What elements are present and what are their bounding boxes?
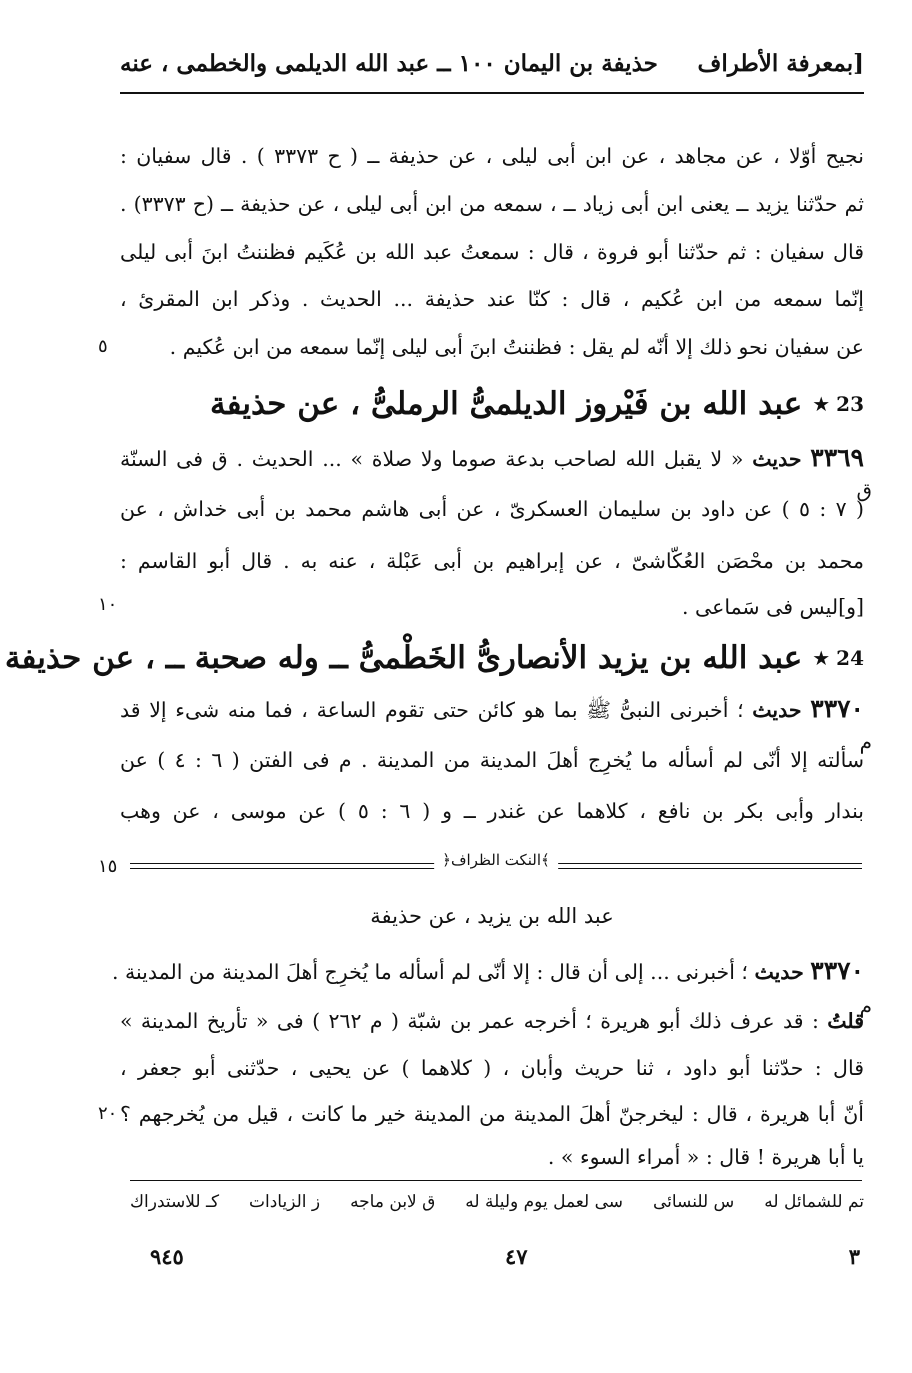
section-number: 23 [836,392,864,416]
hadith-text: « لا يقبل الله لصاحب بدعة صوما ولا صلاة » ... الحديث . ق فى السنّة [120,447,744,471]
qult-label: قلتُ [827,1009,864,1033]
section-title: عبد الله بن فَيْروز الديلمىُّ الرملىُّ ، عن حذيفة [210,386,803,422]
hadith-number: ٣٣٧٠ [810,956,864,985]
hadith-3370-line-2: سألته إلا أنّى لم أسأله ما يُخرِج أهلَ المدينة من المدينة . م فى الفتن ( ٦ : ٤ ) عن [120,748,864,772]
footer-rule [130,1180,862,1181]
margin-siglum-m: م [859,994,872,1018]
hadith-label: حديث [752,698,802,722]
hadith-text: ؛ أخبرنى النبىُّ ﷺ بما هو كائن حتى تقوم الساعة ، فما منه شىء إلا قد [120,698,744,722]
header-book-title: بمعرفة الأطراف] [697,49,864,77]
nukat-line-1 [111,956,864,987]
hadith-3369-line-3: محمد بن محْصَن العُكّاشىّ ، عن إبراهيم بن أبى عَبْلة ، عنه به . قال أبو القاسم : [120,549,864,573]
nukat-line-4: أنّ أبا هريرة ، قال : ليخرجنّ أهلَ المدينة من المدينة خير ما كانت ، قيل من يُخرجهم ؟ [120,1102,864,1126]
body-line-3: قال سفيان : ثم حدّثنا أبو فروة ، قال : سمعتُ عبد الله بن عُكَيم فظننتُ ابنَ أبى ليلى [120,240,864,264]
section-number: 24 [836,646,864,670]
section-heading-23 [120,382,864,426]
nukat-line-2 [120,1006,864,1036]
hadith-3369-line-2: ( ٧ : ٥ ) عن داود بن سليمان العسكرىّ ، عن أبى هاشم محمد بن أبى خداش ، عن [120,497,864,521]
abbrev-item: كـ للاستدراك [130,1192,220,1212]
nukat-line-5: يا أبا هريرة ! قال : « أمراء السوء » . [547,1145,864,1169]
margin-siglum-q: ق [856,478,872,502]
hadith-number: ٣٣٧٠ [810,694,864,723]
section-title: عبد الله بن يزيد الأنصارىُّ الخَطْمىُّ ــ وله صحبة ــ ، عن حذيفة [4,640,803,676]
abbreviation-key [130,1192,864,1212]
header-rule [120,92,864,94]
separator-label: ﴿النكت الظراف﴾ [434,851,558,869]
body-line-1: نجيح أوّلا ، عن مجاهد ، عن ابن أبى ليلى ، عن حذيفة ــ ( ح ٣٣٧٣ ) . قال سفيان : [120,144,864,168]
hadith-3370-line-3: بندار وأبى بكر بن نافع ، كلاهما عن غندر ــ و ( ٦ : ٥ ) عن موسى ، عن وهب [120,799,864,823]
section-separator [130,851,862,876]
nukat-line-3: قال : حدّثنا أبو داود ، ثنا حريث وأبان ، ( كلاهما ) عن يحيى ، حدّثنى أبو جعفر ، [120,1056,864,1080]
hadith-3369-line-1 [120,443,864,474]
body-line-5: عن سفيان نحو ذلك إلا أنّه لم يقل : فظننتُ ابنَ أبى ليلى إنّما سمعه من ابن عُكيم . [169,335,864,359]
line-number-20: ٢٠ [98,1103,118,1124]
nukat-heading: عبد الله بن يزيد ، عن حذيفة [370,904,614,928]
page-numbers [150,1244,860,1269]
line-number-15: ١٥ [98,856,118,877]
page-number-left: ٩٤٥ [150,1244,184,1269]
margin-siglum-m: م [859,730,872,754]
abbrev-item: سى لعمل يوم وليلة له [465,1192,624,1212]
abbrev-item: ق لابن ماجه [350,1192,436,1212]
running-header [120,38,864,88]
line-number-10: ١٠ [98,594,118,615]
abbrev-item: ز الزيادات [249,1192,321,1212]
hadith-text: ؛ أخبرنى ... إلى أن قال : إلا أنّى لم أسأله ما يُخرِج أهلَ المدينة من المدينة . [111,960,748,984]
hadith-label: حديث [754,960,804,984]
hadith-3370-line-1 [120,694,864,725]
hadith-3369-line-4: [و]ليس فى سَماعى . [681,595,864,619]
star-icon: ★ [812,646,831,670]
header-section-title: حذيفة بن اليمان ١٠٠ ــ عبد الله الديلمى والخطمى ، عنه [120,49,658,77]
body-line-2: ثم حدّثنا يزيد ــ يعنى ابن أبى زياد ــ ، سمعه من ابن أبى ليلى ، عن حذيفة ــ (ح ٣٣٧٣) . [120,192,865,216]
body-line-4: إنّما سمعه من ابن عُكيم ، قال : كنّا عند حذيفة ... الحديث . وذكر ابن المقرئ ، [120,287,864,311]
abbrev-item: س للنسائى [652,1192,735,1212]
section-heading-24 [4,636,864,680]
abbrev-item: تم للشمائل له [764,1192,864,1212]
nukat-text: : قد عرف ذلك أبو هريرة ؛ أخرجه عمر بن شبّة ( م ٢٦٢ ) فى « تأريخ المدينة » [120,1009,819,1033]
page-number-center: ٤٧ [505,1244,528,1269]
page-number-right: ٣ [848,1244,860,1269]
hadith-number: ٣٣٦٩ [810,443,864,472]
star-icon: ★ [812,392,831,416]
hadith-label: حديث [752,447,802,471]
line-number-5: ٥ [98,336,108,357]
